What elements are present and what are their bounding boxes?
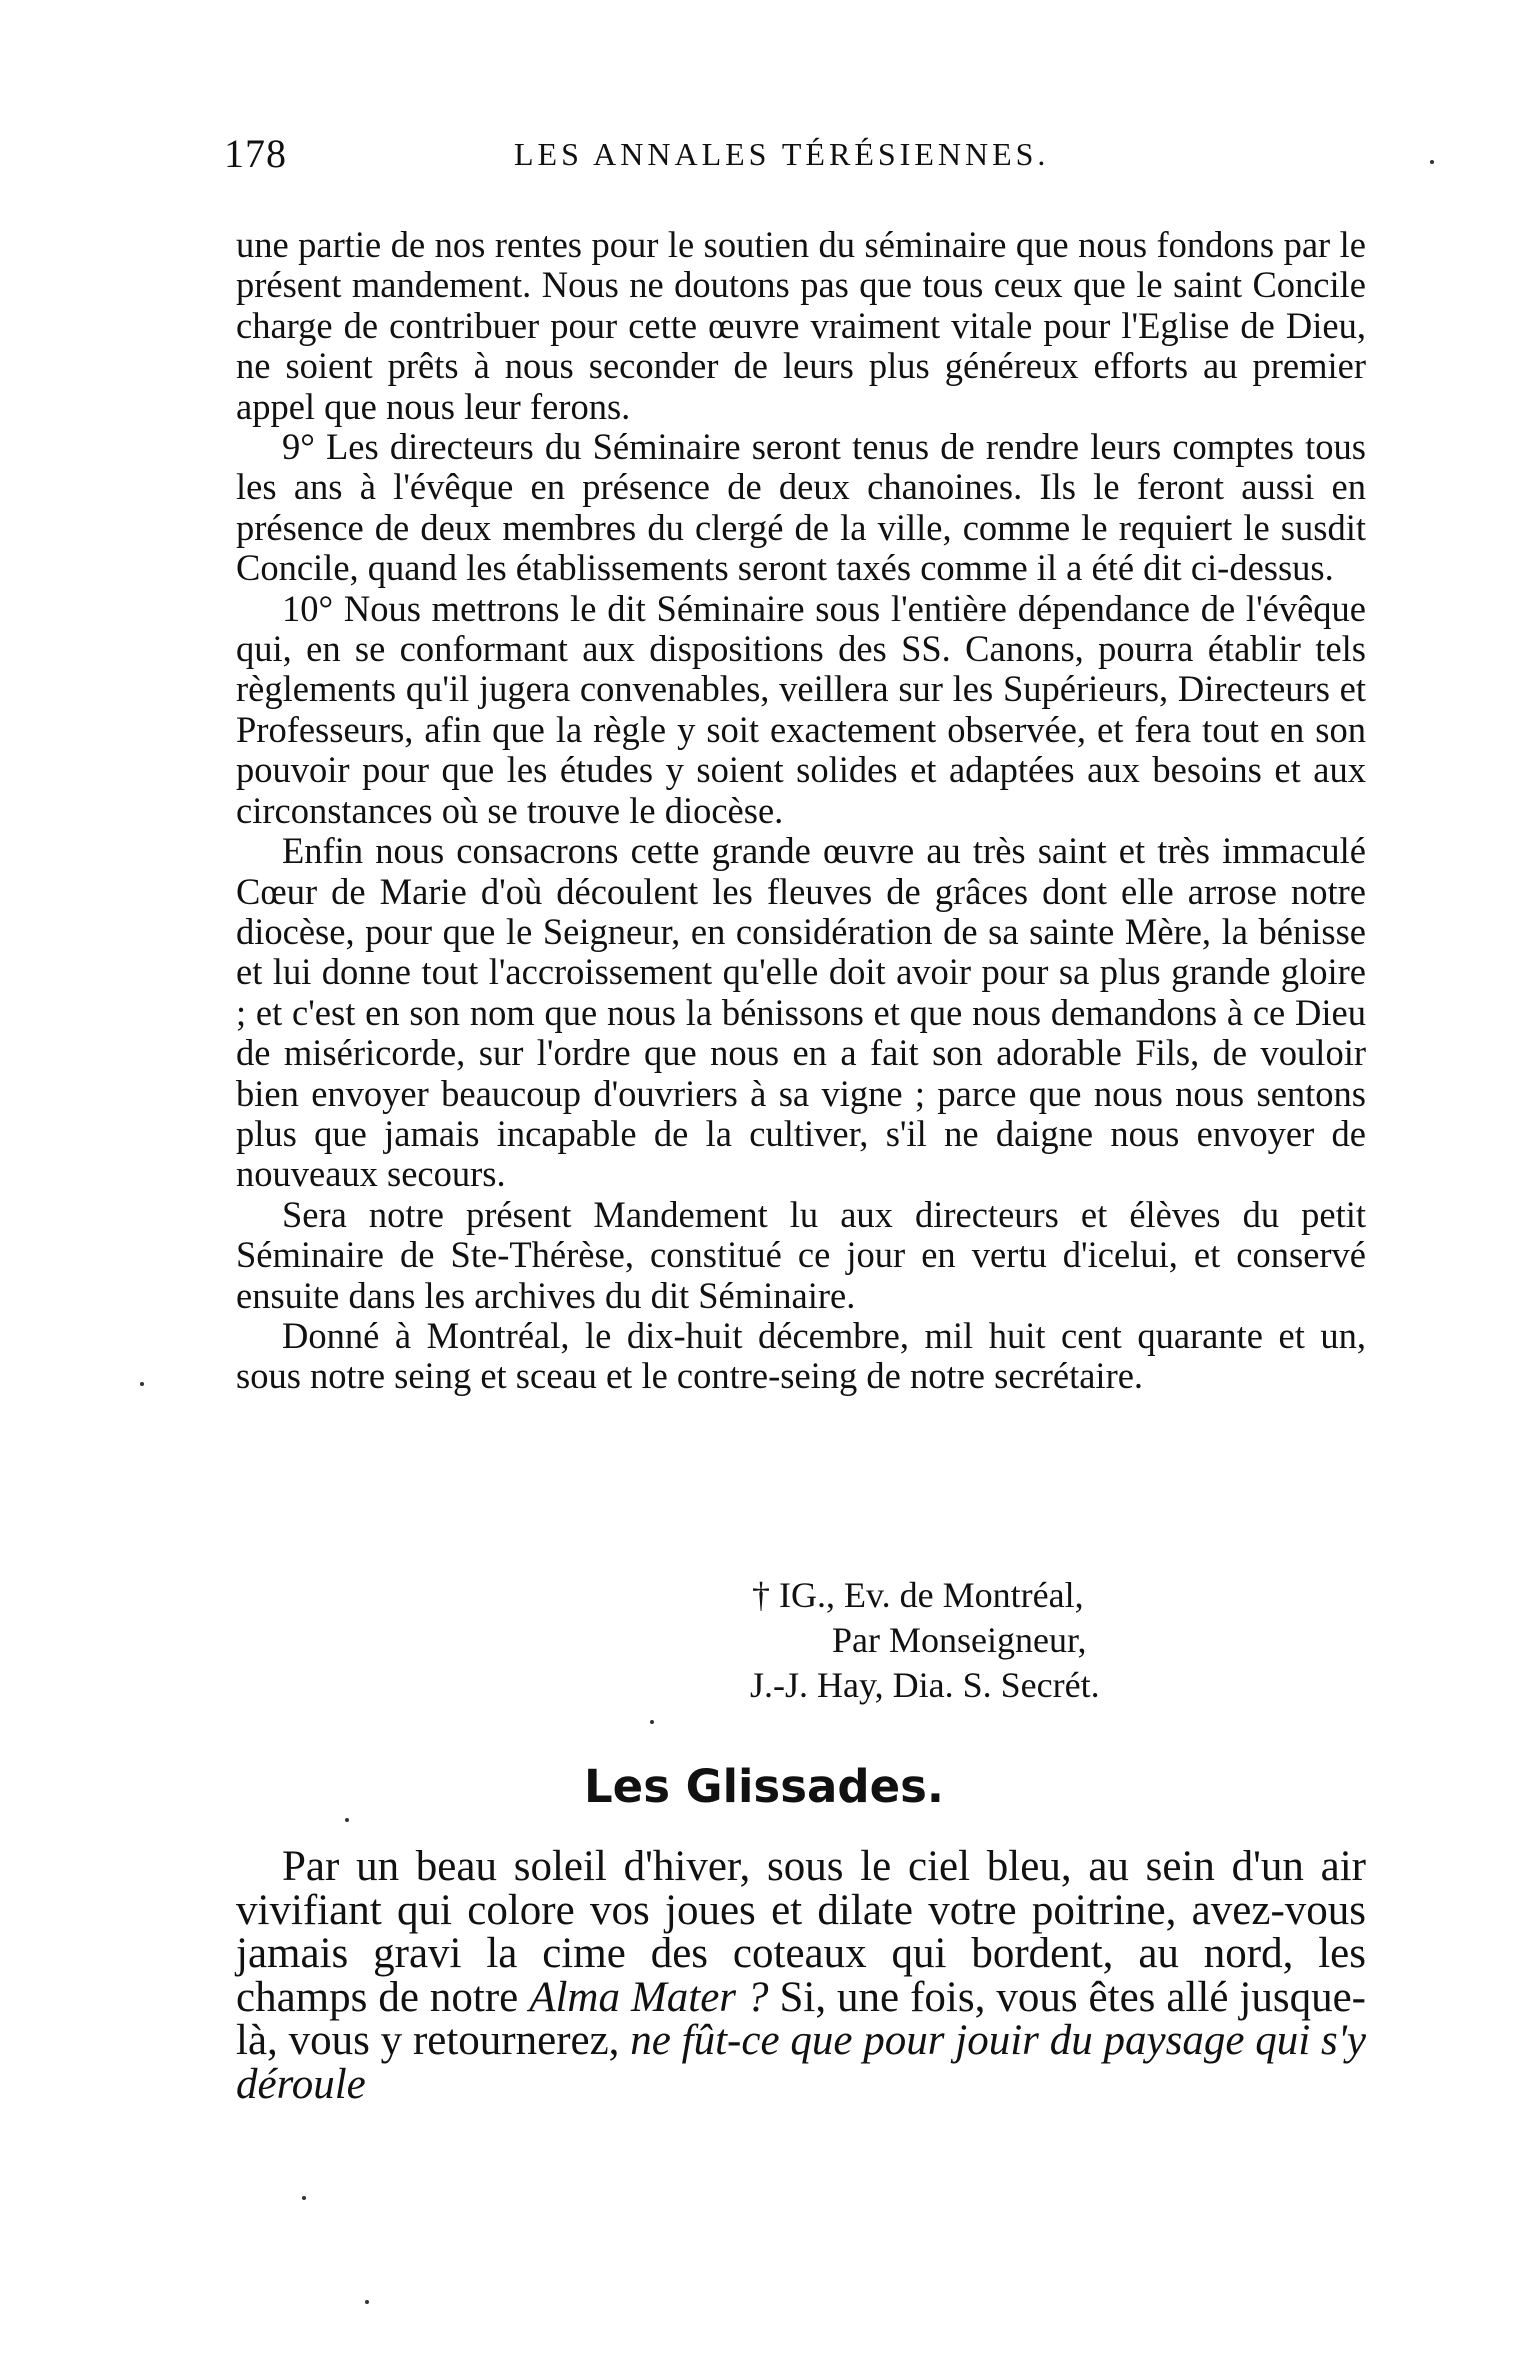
print-speck xyxy=(302,2196,306,2200)
article-italic-ending: ne fût-ce que pour jouir du paysage qui s'y déroule xyxy=(236,2017,1366,2108)
print-speck xyxy=(365,2300,369,2304)
paragraph-continuation: une partie de nos rentes pour le soutien du séminaire que nous fondons par le présent mandement. Nous ne doutons pas que tous ceux que le saint Concile charge de contribuer pour cette œuvre vraiment vitale pour l'Eglise de Dieu, ne soient prêts à nous seconder de leurs plus généreux efforts au premier appel que nous leur ferons. xyxy=(236,224,1366,427)
article-text-start: Par un beau soleil d'hiver, sous le ciel bleu, au sein d'un air vivifiant qui colore vos joues et dilate votre poitrine, avez-vous jamais gravi la cime des coteaux qui bordent, au nord, les champs de notre xyxy=(236,1843,1366,2021)
print-speck xyxy=(1430,160,1434,164)
signature-bishop: † IG., Ev. de Montréal, xyxy=(752,1575,1084,1615)
article-body xyxy=(236,1845,1366,2106)
print-speck xyxy=(345,1818,349,1822)
article-italic-alma-mater: Alma Mater ? xyxy=(529,1973,769,2021)
paragraph-article-10: 10° Nous mettrons le dit Séminaire sous l'entière dépendance de l'évêque qui, en se conformant aux dispositions des SS. Canons, pourra établir tels règlements qu'il jugera convenables, veillera sur les Supérieurs, Directeurs et Professeurs, afin que la règle y soit exactement observée, et fera tout en son pouvoir pour que les études y soient solides et adaptées aux besoins et aux circonstances où se trouve le diocèse. xyxy=(236,587,1366,831)
running-title: LES ANNALES TÉRÉSIENNES. xyxy=(514,136,1050,172)
page-number: 178 xyxy=(224,131,287,176)
paragraph-reading-order: Sera notre présent Mandement lu aux directeurs et élèves du petit Séminaire de Ste-Thérèse, constitué ce jour en vertu d'icelui, et conservé ensuite dans les archives du dit Séminaire. xyxy=(236,1193,1366,1316)
mandement-text xyxy=(236,225,1366,1397)
print-speck xyxy=(140,1382,144,1386)
article-text-middle: Si, une fois, vous êtes allé jusque-là, vous y retournerez, xyxy=(236,1973,1366,2064)
paragraph-article-9: 9° Les directeurs du Séminaire seront tenus de rendre leurs comptes tous les ans à l'évêque en présence de deux chanoines. Ils le feront aussi en présence de deux membres du clergé de la ville, comme le requiert le susdit Concile, quand les établissements seront taxés comme il a été dit ci-dessus. xyxy=(236,426,1366,589)
paragraph-consecration: Enfin nous consacrons cette grande œuvre au très saint et très immaculé Cœur de Marie d'où découlent les fleuves de grâces dont elle arrose notre diocèse, pour que le Seigneur, en considération de sa sainte Mère, la bénisse et lui donne tout l'accroissement qu'elle doit avoir pour sa plus grande gloire ; et c'est en son nom que nous la bénissons et que nous demandons à ce Dieu de miséricorde, sur l'ordre que nous en a fait son adorable Fils, de vouloir bien envoyer beaucoup d'ouvriers à sa vigne ; parce que nous nous sentons plus que jamais incapable de la cultiver, s'il ne daigne nous envoyer de nouveaux secours. xyxy=(236,830,1366,1195)
paragraph-given-at: Donné à Montréal, le dix-huit décembre, mil huit cent quarante et un, sous notre seing et sceau et le contre-seing de notre secrétaire. xyxy=(236,1314,1366,1397)
article-paragraph xyxy=(236,1845,1366,2106)
running-head xyxy=(224,130,1404,190)
print-speck xyxy=(650,1720,654,1724)
article-title: Les Glissades. xyxy=(584,1760,944,1813)
signature-by-order: Par Monseigneur, xyxy=(832,1620,1087,1660)
signature-secretary: J.-J. Hay, Dia. S. Secrét. xyxy=(750,1665,1100,1705)
